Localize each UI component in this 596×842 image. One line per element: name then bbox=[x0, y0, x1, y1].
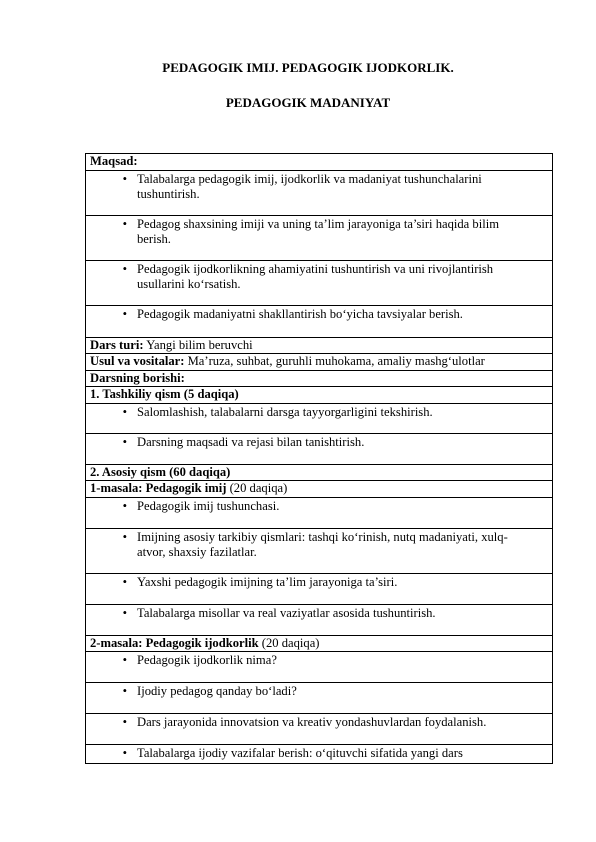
list-item: • Dars jarayonida innovatsion va kreativ yondashuvlardan foydalanish. bbox=[86, 714, 553, 745]
document-title-line-2: PEDAGOGIK MADANIYAT bbox=[225, 95, 391, 110]
masala1-header: 1-masala: Pedagogik imij (20 daqiqa) bbox=[86, 481, 553, 498]
list-item: • Pedagogik imij tushunchasi. bbox=[86, 497, 553, 528]
borishi-header: Darsning borishi: bbox=[86, 370, 553, 387]
maqsad-header: Maqsad: bbox=[86, 154, 553, 171]
list-item: • Ijodiy pedagog qanday bo‘ladi? bbox=[86, 683, 553, 714]
list-item: • Talabalarga pedagogik imij, ijodkorlik va madaniyat tushunchalarini tushuntirish. bbox=[86, 170, 553, 215]
list-item: • Imijning asosiy tarkibiy qismlari: tashqi ko‘rinish, nutq madaniyati, xulq-atvor, shaxsiy fazilatlar. bbox=[86, 528, 553, 573]
list-item: • Pedagogik madaniyatni shakllantirish bo‘yicha tavsiyalar berish. bbox=[86, 305, 553, 337]
list-item: • Pedagog shaxsining imiji va uning ta’lim jarayoniga ta’siri haqida bilim berish. bbox=[86, 215, 553, 260]
list-item: • Pedagogik ijodkorlik nima? bbox=[86, 652, 553, 683]
lesson-plan-table bbox=[85, 153, 553, 764]
usul-row: Usul va vositalar: Ma’ruza, suhbat, guruhli muhokama, amaliy mashg‘ulotlar bbox=[86, 354, 553, 371]
document-title-line-1: PEDAGOGIK IMIJ. PEDAGOGIK IJODKORLIK. bbox=[162, 60, 454, 75]
tashkiliy-header: 1. Tashkiliy qism (5 daqiqa) bbox=[86, 387, 553, 404]
list-item: • Pedagogik ijodkorlikning ahamiyatini tushuntirish va uni rivojlantirish usullarini ko‘rsatish. bbox=[86, 260, 553, 305]
asosiy-header: 2. Asosiy qism (60 daqiqa) bbox=[86, 464, 553, 481]
list-item: • Darsning maqsadi va rejasi bilan tanishtirish. bbox=[86, 433, 553, 464]
list-item: • Talabalarga ijodiy vazifalar berish: o‘qituvchi sifatida yangi dars bbox=[86, 745, 553, 764]
list-item: • Yaxshi pedagogik imijning ta’lim jarayoniga ta’siri. bbox=[86, 573, 553, 604]
dars-turi-row: Dars turi: Yangi bilim beruvchi bbox=[86, 337, 553, 354]
list-item: • Salomlashish, talabalarni darsga tayyorgarligini tekshirish. bbox=[86, 403, 553, 433]
masala2-header: 2-masala: Pedagogik ijodkorlik (20 daqiqa) bbox=[86, 635, 553, 652]
list-item: • Talabalarga misollar va real vaziyatlar asosida tushuntirish. bbox=[86, 604, 553, 635]
